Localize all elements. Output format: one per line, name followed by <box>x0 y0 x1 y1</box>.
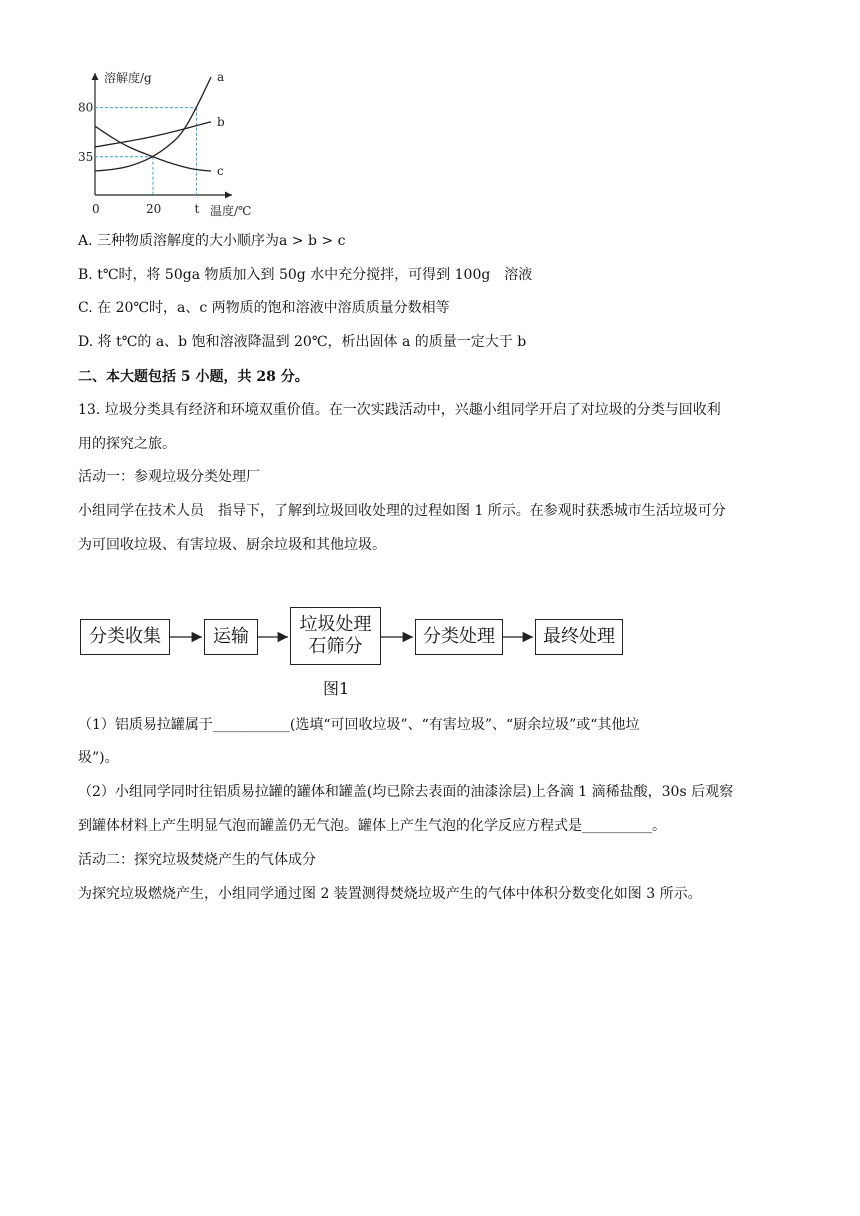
section-title: 二、本大题包括 5 小题，共 28 分。 <box>78 369 309 385</box>
x-tick-label-1: 20 <box>146 202 162 216</box>
series-label-a: a <box>217 70 225 84</box>
x-tick-label-0: 0 <box>92 202 100 216</box>
sub2-line2: 到罐体材料上产生明显气泡而罐盖仍无气泡。罐体上产生气泡的化学反应方程式是__________。 <box>78 818 666 834</box>
y-axis-label: 溶解度/g <box>104 71 152 85</box>
x-axis-label: 温度/℃ <box>210 204 252 218</box>
sub2-line1: （2）小组同学同时往铝质易拉罐的罐体和罐盖(均已除去表面的油漆涂层)上各滴 1 滴稀盐酸，30s 后观察 <box>78 784 734 800</box>
option-c: C. 在 20℃时，a、c 两物质的饱和溶液中溶质质量分数相等 <box>78 300 450 316</box>
series-label-c: c <box>217 163 224 178</box>
flow-box-processing-line2: 石筛分 <box>308 636 363 657</box>
sub1-line1: （1）铝质易拉罐属于___________(选填“可回收垃圾”、“有害垃圾”、“厨余垃圾”或“其他垃 <box>78 717 640 733</box>
y-tick-label-1: 80 <box>78 100 94 115</box>
activity1-title: 活动一：参观垃圾分类处理厂 <box>78 469 260 485</box>
activity1-para-line1: 小组同学在技术人员 指导下，了解到垃圾回收处理的过程如图 1 所示。在参观时获悉城市生活垃圾可分 <box>78 503 726 519</box>
figure1-caption: 图1 <box>323 679 350 698</box>
option-b: B. t℃时，将 50ga 物质加入到 50g 水中充分搅拌，可得到 100g 溶液 <box>78 267 533 283</box>
flow-box-final: 最终处理 <box>535 619 623 655</box>
activity2-para: 为探究垃圾燃烧产生，小组同学通过图 2 装置测得焚烧垃圾产生的气体中体积分数变化如图 3 所示。 <box>78 886 702 902</box>
series-label-b: b <box>217 114 225 129</box>
flow-box-processing-line1: 垃圾处理 <box>299 614 372 635</box>
flow-box-sorting: 分类处理 <box>415 619 503 655</box>
activity2-title: 活动二：探究垃圾焚烧产生的气体成分 <box>78 852 316 868</box>
activity1-para-line2: 为可回收垃圾、有害垃圾、厨余垃圾和其他垃圾。 <box>78 537 386 553</box>
q13-intro-line1: 13. 垃圾分类具有经济和环境双重价值。在一次实践活动中，兴趣小组同学开启了对垃圾的分类与回收利 <box>78 402 721 418</box>
sub1-line2: 圾”)。 <box>78 750 119 766</box>
option-a: A. 三种物质溶解度的大小顺序为a > b > c <box>78 233 346 249</box>
q13-intro-line2: 用的探究之旅。 <box>78 436 176 452</box>
x-tick-label-2: t <box>194 202 200 216</box>
flow-box-transport: 运输 <box>204 619 258 655</box>
flow-box-collect: 分类收集 <box>80 619 170 655</box>
option-d: D. 将 t℃的 a、b 饱和溶液降温到 20℃，析出固体 a 的质量一定大于 b <box>78 334 527 350</box>
y-tick-label-0: 35 <box>78 149 94 164</box>
